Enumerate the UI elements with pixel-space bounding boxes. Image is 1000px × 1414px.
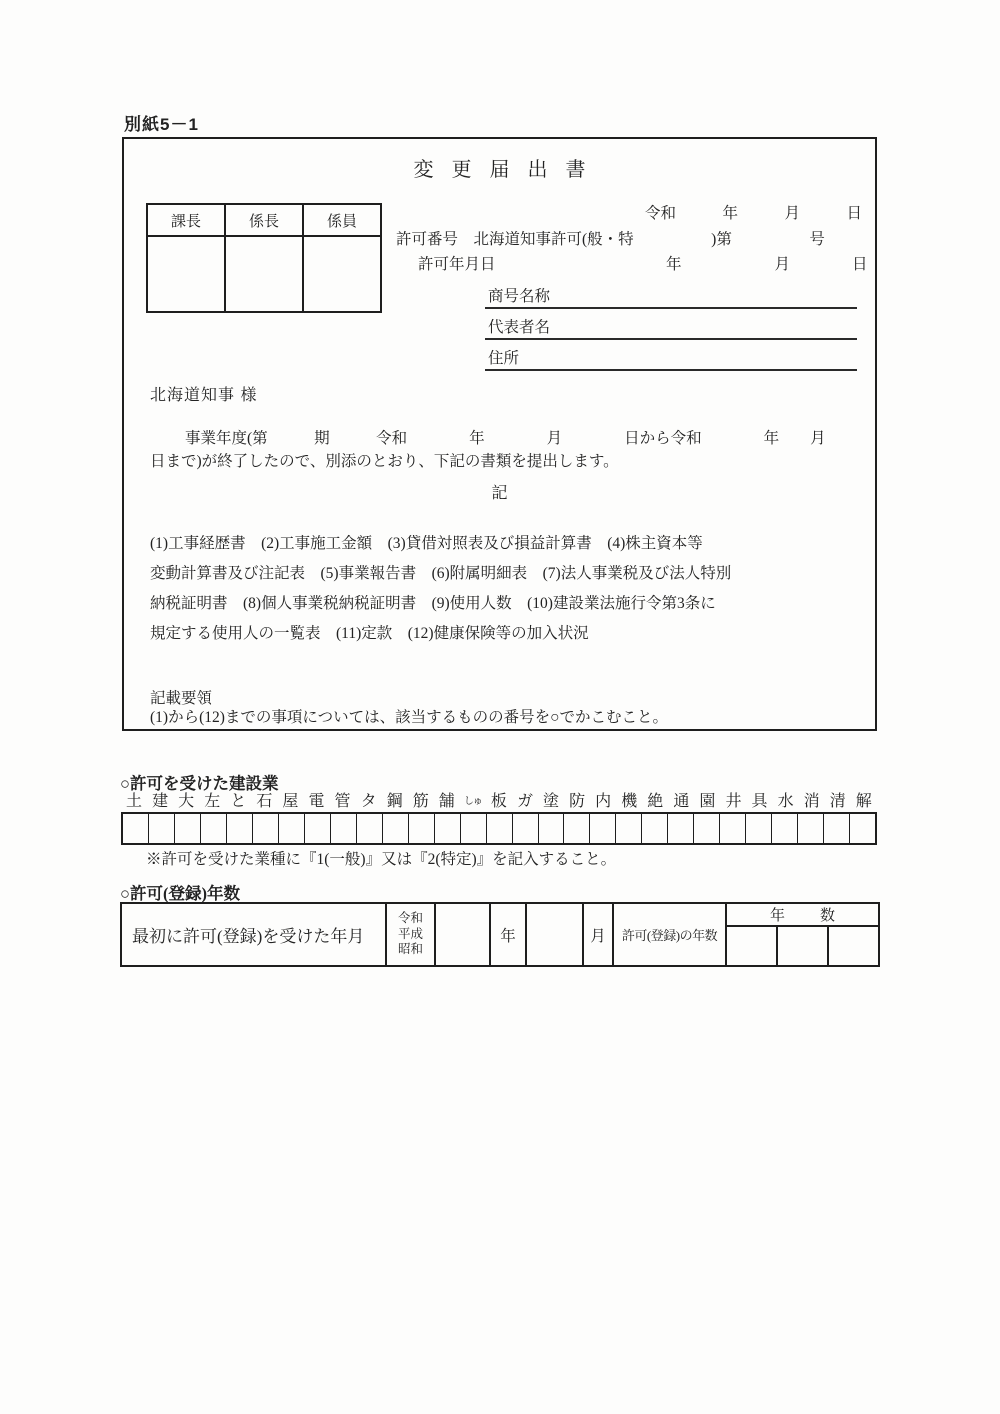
addressee: 北海道知事 様 <box>150 387 258 404</box>
years-count-cell <box>726 926 777 966</box>
address-label: 住所 <box>488 350 520 367</box>
approval-header-kakariin: 係員 <box>303 204 381 236</box>
construction-type-cell <box>201 814 227 843</box>
construction-type-boxes <box>121 812 877 845</box>
construction-type-label: 左 <box>204 793 221 810</box>
permit-date-line: 許可年月日 年 月 日 <box>418 256 868 273</box>
years-count-cell <box>777 926 828 966</box>
construction-type-label: と <box>230 793 247 810</box>
construction-type-cell <box>227 814 253 843</box>
construction-type-label: 屋 <box>282 793 299 810</box>
construction-type-label: 機 <box>621 793 638 810</box>
approval-header-kacho: 課長 <box>147 204 225 236</box>
construction-type-label: 塗 <box>543 793 560 810</box>
construction-type-label: 舗 <box>438 793 455 810</box>
filling-notes-heading: 記載要領 <box>150 690 213 707</box>
document-list-line: 変動計算書及び注記表 (5)事業報告書 (6)附属明細表 (7)法人事業税及び法人特別 <box>150 565 732 582</box>
construction-type-cell <box>746 814 772 843</box>
construction-type-label: 石 <box>256 793 273 810</box>
licensed-construction-heading: ○許可を受けた建設業 <box>120 774 279 793</box>
approval-stamp-table <box>146 203 382 313</box>
body-paragraph <box>150 427 862 473</box>
construction-type-label: しゅ <box>463 796 482 807</box>
construction-type-cell <box>383 814 409 843</box>
construction-type-labels <box>121 792 877 811</box>
construction-type-cell <box>123 814 149 843</box>
construction-type-cell <box>590 814 616 843</box>
approval-stamp-cell <box>147 236 225 312</box>
submission-date-line: 令和 年 月 日 <box>645 205 863 222</box>
construction-type-cell <box>564 814 590 843</box>
month-input-cell <box>526 903 583 966</box>
company-name-label: 商号名称 <box>488 288 551 305</box>
permit-years-count-label: 許可(登録)の年数 <box>613 903 726 966</box>
document-list-line: 納税証明書 (8)個人事業税納税証明書 (9)使用人数 (10)建設業法施行令第3条に <box>150 595 716 612</box>
construction-type-cell <box>461 814 487 843</box>
year-input-cell <box>435 903 490 966</box>
construction-type-label: 管 <box>334 793 351 810</box>
construction-type-label: 具 <box>751 793 768 810</box>
ki-marker: 記 <box>491 485 508 502</box>
approval-stamp-cell <box>225 236 303 312</box>
construction-type-cell <box>331 814 357 843</box>
construction-type-cell <box>694 814 720 843</box>
body-line-2: 日まで)が終了したので、別添のとおり、下記の書類を提出します。 <box>150 453 619 470</box>
construction-type-cell <box>409 814 435 843</box>
construction-type-label: タ <box>360 793 377 810</box>
permit-years-heading: ○許可(登録)年数 <box>120 884 240 903</box>
construction-type-cell <box>513 814 539 843</box>
representative-name-label: 代表者名 <box>488 319 551 336</box>
construction-type-cell <box>175 814 201 843</box>
construction-type-label: 土 <box>126 793 143 810</box>
construction-type-cell <box>357 814 383 843</box>
construction-type-cell <box>772 814 798 843</box>
permit-number-line: 許可番号 北海道知事許可(般・特 )第 号 <box>396 231 825 248</box>
construction-type-cell <box>720 814 746 843</box>
era-cell <box>386 903 435 966</box>
filling-notes <box>150 689 870 727</box>
body-line-1: 事業年度(第 期 令和 年 月 日から令和 年 月 <box>185 430 826 447</box>
construction-type-label: 清 <box>829 793 846 810</box>
month-suffix: 月 <box>583 903 613 966</box>
construction-type-label: 筋 <box>412 793 429 810</box>
years-count-header: 年 数 <box>726 903 879 926</box>
sheet-label: 別紙5－1 <box>124 115 199 134</box>
construction-type-label: 井 <box>725 793 742 810</box>
era-reiwa: 令和 <box>397 911 423 926</box>
year-suffix: 年 <box>490 903 526 966</box>
construction-type-label: 解 <box>855 793 872 810</box>
construction-type-cell <box>435 814 461 843</box>
filling-notes-text: (1)から(12)までの事項については、該当するものの番号を○でかこむこと。 <box>150 709 668 726</box>
construction-type-label: 消 <box>803 793 820 810</box>
construction-type-label: 内 <box>595 793 612 810</box>
construction-type-cell <box>279 814 305 843</box>
construction-type-cell <box>850 814 875 843</box>
construction-type-cell <box>668 814 694 843</box>
construction-type-label: 水 <box>777 793 794 810</box>
construction-type-cell <box>149 814 175 843</box>
construction-type-label: 通 <box>673 793 690 810</box>
document-list <box>150 529 868 649</box>
construction-type-cell <box>305 814 331 843</box>
company-name-field <box>485 278 857 309</box>
approval-header-kakaricho: 係長 <box>225 204 303 236</box>
document-list-line: 規定する使用人の一覧表 (11)定款 (12)健康保険等の加入状況 <box>150 625 589 642</box>
notification-form-box <box>122 137 877 731</box>
form-title: 変更届出書 <box>413 159 604 181</box>
construction-type-label: 鋼 <box>386 793 403 810</box>
representative-name-field <box>485 309 857 340</box>
construction-type-cell <box>616 814 642 843</box>
construction-type-label: 園 <box>699 793 716 810</box>
construction-type-label: 絶 <box>647 793 664 810</box>
construction-type-cell <box>642 814 668 843</box>
construction-type-cell <box>824 814 850 843</box>
construction-type-cell <box>253 814 279 843</box>
applicant-fields <box>485 278 857 371</box>
permit-years-table <box>120 902 880 967</box>
construction-type-label: ガ <box>516 793 533 810</box>
approval-stamp-cell <box>303 236 381 312</box>
construction-type-label: 電 <box>308 793 325 810</box>
address-field <box>485 340 857 371</box>
construction-type-label: 防 <box>569 793 586 810</box>
document-list-line: (1)工事経歴書 (2)工事施工金額 (3)貸借対照表及び損益計算書 (4)株主資本等 <box>150 535 703 552</box>
construction-type-label: 板 <box>490 793 507 810</box>
era-heisei: 平成 <box>397 926 423 941</box>
construction-type-cell <box>539 814 565 843</box>
era-showa: 昭和 <box>397 942 423 957</box>
construction-type-cell <box>487 814 513 843</box>
construction-type-label: 大 <box>178 793 195 810</box>
construction-note: ※許可を受けた業種に『1(一般)』又は『2(特定)』を記入すること。 <box>146 851 617 868</box>
construction-type-label: 建 <box>152 793 169 810</box>
years-count-cell <box>828 926 879 966</box>
construction-type-cell <box>798 814 824 843</box>
first-permit-label: 最初に許可(登録)を受けた年月 <box>121 903 386 966</box>
